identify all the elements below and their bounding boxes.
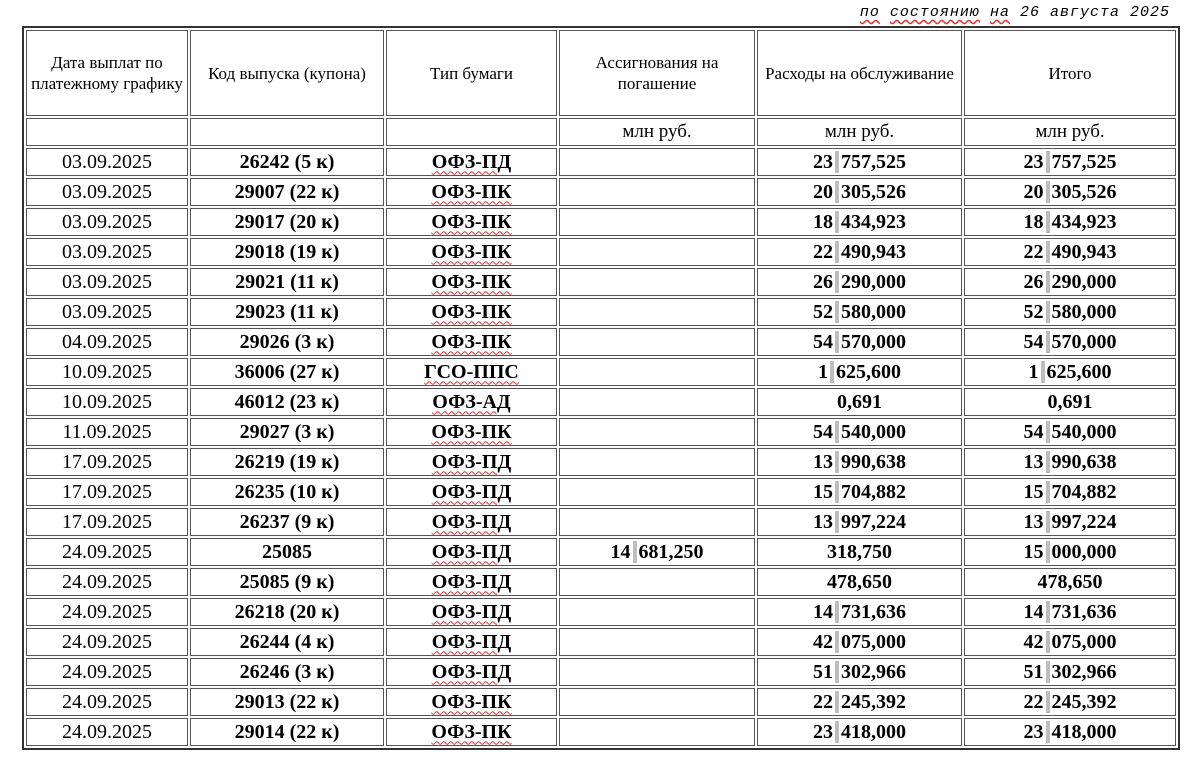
cell-redemption <box>559 478 755 506</box>
cell-type <box>386 358 557 386</box>
cell-type <box>386 328 557 356</box>
cell-date: 10.09.2025 <box>26 388 188 416</box>
cell-service-value: 42 075,000 <box>813 630 906 653</box>
cell-redemption <box>559 688 755 716</box>
header-row <box>26 30 1176 116</box>
thousands-separator-mark <box>1046 661 1050 683</box>
cell-service-value: 478,650 <box>827 570 892 593</box>
cell-date: 03.09.2025 <box>26 208 188 236</box>
cell-redemption-value: 14 681,250 <box>610 540 704 563</box>
cell-total-value: 54 540,000 <box>1023 420 1117 443</box>
table-row <box>26 538 1176 566</box>
cell-type-text: ОФЗ-ПК <box>431 270 512 293</box>
cell-total <box>964 628 1176 656</box>
cell-code: 26235 (10 к) <box>190 478 384 506</box>
thousands-separator-mark <box>1046 271 1050 293</box>
cell-type <box>386 448 557 476</box>
cell-date: 03.09.2025 <box>26 178 188 206</box>
cell-code: 25085 <box>190 538 384 566</box>
cell-type <box>386 658 557 686</box>
cell-date: 24.09.2025 <box>26 538 188 566</box>
cell-service-value: 22 245,392 <box>813 690 906 713</box>
cell-date: 11.09.2025 <box>26 418 188 446</box>
cell-service-value: 26 290,000 <box>813 270 906 293</box>
units-empty <box>190 118 384 146</box>
cell-date: 24.09.2025 <box>26 718 188 746</box>
cell-date: 04.09.2025 <box>26 328 188 356</box>
payments-table <box>22 26 1180 750</box>
thousands-separator-mark <box>1046 481 1050 503</box>
cell-service <box>757 418 962 446</box>
cell-date: 24.09.2025 <box>26 688 188 716</box>
thousands-separator-mark <box>1046 151 1050 173</box>
cell-type-text: ОФЗ-ПК <box>431 720 512 743</box>
cell-service <box>757 508 962 536</box>
as-of-word: состоянию <box>889 4 980 21</box>
cell-type <box>386 208 557 236</box>
cell-type-text: ОФЗ-ПК <box>431 420 512 443</box>
cell-type-text: ОФЗ-ПК <box>431 180 512 203</box>
cell-type-text: ОФЗ-ПД <box>431 150 512 173</box>
cell-code: 29018 (19 к) <box>190 238 384 266</box>
cell-type <box>386 418 557 446</box>
cell-type-text: ОФЗ-ПД <box>431 600 512 623</box>
thousands-separator-mark <box>1046 691 1050 713</box>
cell-type-text: ОФЗ-ПК <box>431 300 512 323</box>
cell-service-value: 54 570,000 <box>813 330 906 353</box>
cell-service <box>757 358 962 386</box>
thousands-separator-mark <box>1046 241 1050 263</box>
cell-type <box>386 268 557 296</box>
cell-total <box>964 478 1176 506</box>
table-row <box>26 448 1176 476</box>
cell-service-value: 13 997,224 <box>813 510 906 533</box>
cell-total <box>964 298 1176 326</box>
cell-total <box>964 208 1176 236</box>
cell-service <box>757 688 962 716</box>
table-row <box>26 418 1176 446</box>
cell-total <box>964 418 1176 446</box>
thousands-separator-mark <box>835 271 839 293</box>
table-row <box>26 598 1176 626</box>
cell-total <box>964 598 1176 626</box>
cell-type <box>386 718 557 746</box>
cell-total <box>964 538 1176 566</box>
cell-total <box>964 658 1176 686</box>
thousands-separator-mark <box>835 451 839 473</box>
thousands-separator-mark <box>835 181 839 203</box>
units-row <box>26 118 1176 146</box>
thousands-separator-mark <box>835 721 839 743</box>
cell-service <box>757 388 962 416</box>
cell-service <box>757 328 962 356</box>
cell-date: 03.09.2025 <box>26 238 188 266</box>
cell-total-value: 26 290,000 <box>1023 270 1117 293</box>
cell-total <box>964 508 1176 536</box>
cell-total <box>964 388 1176 416</box>
table-row <box>26 718 1176 746</box>
cell-total <box>964 328 1176 356</box>
cell-service <box>757 448 962 476</box>
cell-type-text: ОФЗ-ПД <box>431 480 512 503</box>
cell-type <box>386 568 557 596</box>
cell-service-value: 13 990,638 <box>813 450 906 473</box>
cell-code: 26242 (5 к) <box>190 148 384 176</box>
cell-date: 17.09.2025 <box>26 478 188 506</box>
cell-service <box>757 538 962 566</box>
cell-service <box>757 178 962 206</box>
thousands-separator-mark <box>835 241 839 263</box>
cell-redemption <box>559 508 755 536</box>
cell-code: 29026 (3 к) <box>190 328 384 356</box>
cell-date: 17.09.2025 <box>26 508 188 536</box>
thousands-separator-mark <box>633 541 637 563</box>
table-row <box>26 328 1176 356</box>
cell-type <box>386 628 557 656</box>
thousands-separator-mark <box>1046 331 1050 353</box>
cell-redemption <box>559 418 755 446</box>
table-row <box>26 388 1176 416</box>
cell-service-value: 23 418,000 <box>813 720 906 743</box>
table-row <box>26 268 1176 296</box>
header-service: Расходы на обслуживание <box>757 30 962 116</box>
header-date: Дата выплат по платежному графику <box>26 30 188 116</box>
thousands-separator-mark <box>835 661 839 683</box>
thousands-separator-mark <box>830 361 834 383</box>
thousands-separator-mark <box>1046 421 1050 443</box>
cell-total-value: 54 570,000 <box>1023 330 1117 353</box>
cell-type <box>386 478 557 506</box>
thousands-separator-mark <box>1046 601 1050 623</box>
cell-service <box>757 208 962 236</box>
cell-redemption <box>559 298 755 326</box>
cell-service <box>757 268 962 296</box>
cell-total <box>964 238 1176 266</box>
cell-service <box>757 718 962 746</box>
cell-type-text: ОФЗ-АД <box>432 390 511 413</box>
cell-type <box>386 178 557 206</box>
thousands-separator-mark <box>835 331 839 353</box>
thousands-separator-mark <box>835 151 839 173</box>
cell-code: 29013 (22 к) <box>190 688 384 716</box>
cell-total-value: 15 000,000 <box>1023 540 1117 563</box>
cell-type-text: ОФЗ-ПД <box>431 450 512 473</box>
cell-type-text: ОФЗ-ПД <box>431 660 512 683</box>
cell-redemption <box>559 568 755 596</box>
cell-redemption <box>559 178 755 206</box>
cell-total <box>964 268 1176 296</box>
thousands-separator-mark <box>1046 511 1050 533</box>
cell-service-value: 18 434,923 <box>813 210 906 233</box>
thousands-separator-mark <box>835 481 839 503</box>
cell-date: 24.09.2025 <box>26 568 188 596</box>
cell-type <box>386 238 557 266</box>
table-row <box>26 178 1176 206</box>
cell-service <box>757 298 962 326</box>
cell-date: 24.09.2025 <box>26 658 188 686</box>
cell-total-value: 52 580,000 <box>1023 300 1117 323</box>
table-row <box>26 208 1176 236</box>
cell-service-value: 318,750 <box>827 540 892 563</box>
table-row <box>26 568 1176 596</box>
cell-service-value: 23 757,525 <box>813 150 906 173</box>
cell-redemption <box>559 718 755 746</box>
cell-redemption <box>559 208 755 236</box>
cell-type <box>386 508 557 536</box>
as-of-mid: на <box>989 4 1010 21</box>
cell-code: 36006 (27 к) <box>190 358 384 386</box>
table-row <box>26 358 1176 386</box>
cell-redemption <box>559 448 755 476</box>
cell-code: 26244 (4 к) <box>190 628 384 656</box>
cell-service-value: 0,691 <box>837 390 882 413</box>
cell-date: 03.09.2025 <box>26 148 188 176</box>
cell-type-text: ОФЗ-ПД <box>431 540 512 563</box>
table-row <box>26 688 1176 716</box>
cell-redemption <box>559 628 755 656</box>
table-row <box>26 478 1176 506</box>
thousands-separator-mark <box>835 511 839 533</box>
cell-total-value: 23 757,525 <box>1023 150 1117 173</box>
cell-date: 03.09.2025 <box>26 268 188 296</box>
cell-type-text: ОФЗ-ПД <box>431 510 512 533</box>
cell-service-value: 51 302,966 <box>813 660 906 683</box>
cell-total <box>964 178 1176 206</box>
cell-code: 26218 (20 к) <box>190 598 384 626</box>
cell-redemption <box>559 388 755 416</box>
thousands-separator-mark <box>1046 721 1050 743</box>
as-of-date: 26 августа 2025 <box>1019 4 1170 21</box>
cell-total <box>964 358 1176 386</box>
thousands-separator-mark <box>1046 181 1050 203</box>
cell-service <box>757 478 962 506</box>
cell-total <box>964 448 1176 476</box>
cell-type <box>386 598 557 626</box>
cell-type <box>386 688 557 716</box>
table-row <box>26 508 1176 536</box>
cell-type-text: ГСО-ППС <box>424 360 519 383</box>
cell-service-value: 54 540,000 <box>813 420 906 443</box>
cell-date: 24.09.2025 <box>26 628 188 656</box>
cell-date: 03.09.2025 <box>26 298 188 326</box>
cell-type <box>386 148 557 176</box>
thousands-separator-mark <box>835 211 839 233</box>
header-total: Итого <box>964 30 1176 116</box>
cell-total-value: 1 625,600 <box>1028 360 1112 383</box>
thousands-separator-mark <box>1046 211 1050 233</box>
units-service: млн руб. <box>757 118 962 146</box>
thousands-separator-mark <box>1046 301 1050 323</box>
cell-total-value: 51 302,966 <box>1023 660 1117 683</box>
cell-service-value: 15 704,882 <box>813 480 906 503</box>
header-redemption: Ассигнования на погашение <box>559 30 755 116</box>
cell-type <box>386 298 557 326</box>
cell-service <box>757 628 962 656</box>
table-body <box>26 148 1176 746</box>
cell-type <box>386 538 557 566</box>
cell-total <box>964 148 1176 176</box>
cell-type-text: ОФЗ-ПК <box>431 240 512 263</box>
cell-service <box>757 568 962 596</box>
cell-code: 29017 (20 к) <box>190 208 384 236</box>
units-redemption: млн руб. <box>559 118 755 146</box>
cell-total <box>964 718 1176 746</box>
thousands-separator-mark <box>1046 541 1050 563</box>
cell-redemption <box>559 538 755 566</box>
cell-total-value: 22 490,943 <box>1023 240 1117 263</box>
cell-redemption <box>559 268 755 296</box>
as-of-prefix: по <box>859 4 880 21</box>
cell-service-value: 22 490,943 <box>813 240 906 263</box>
table-row <box>26 238 1176 266</box>
cell-total <box>964 568 1176 596</box>
thousands-separator-mark <box>835 421 839 443</box>
cell-redemption <box>559 658 755 686</box>
cell-type-text: ОФЗ-ПК <box>431 210 512 233</box>
cell-redemption <box>559 328 755 356</box>
cell-service-value: 20 305,526 <box>813 180 906 203</box>
cell-type-text: ОФЗ-ПК <box>431 690 512 713</box>
cell-redemption <box>559 358 755 386</box>
cell-type-text: ОФЗ-ПД <box>431 570 512 593</box>
cell-code: 29023 (11 к) <box>190 298 384 326</box>
cell-redemption <box>559 148 755 176</box>
cell-code: 29014 (22 к) <box>190 718 384 746</box>
header-type: Тип бумаги <box>386 30 557 116</box>
cell-code: 26237 (9 к) <box>190 508 384 536</box>
cell-total-value: 23 418,000 <box>1023 720 1117 743</box>
cell-code: 46012 (23 к) <box>190 388 384 416</box>
table-row <box>26 298 1176 326</box>
cell-redemption <box>559 598 755 626</box>
cell-date: 24.09.2025 <box>26 598 188 626</box>
cell-code: 29027 (3 к) <box>190 418 384 446</box>
cell-date: 10.09.2025 <box>26 358 188 386</box>
thousands-separator-mark <box>1046 451 1050 473</box>
cell-service-value: 1 625,600 <box>818 360 901 383</box>
cell-total-value: 0,691 <box>1047 390 1093 413</box>
cell-total-value: 15 704,882 <box>1023 480 1117 503</box>
cell-date: 17.09.2025 <box>26 448 188 476</box>
cell-type <box>386 388 557 416</box>
cell-service <box>757 658 962 686</box>
thousands-separator-mark <box>835 691 839 713</box>
cell-total-value: 42 075,000 <box>1023 630 1117 653</box>
cell-service-value: 52 580,000 <box>813 300 906 323</box>
cell-service <box>757 238 962 266</box>
cell-code: 26219 (19 к) <box>190 448 384 476</box>
header-code: Код выпуска (купона) <box>190 30 384 116</box>
thousands-separator-mark <box>835 631 839 653</box>
units-total: млн руб. <box>964 118 1176 146</box>
cell-code: 25085 (9 к) <box>190 568 384 596</box>
cell-code: 29021 (11 к) <box>190 268 384 296</box>
table-row <box>26 658 1176 686</box>
cell-total-value: 13 997,224 <box>1023 510 1117 533</box>
cell-total-value: 478,650 <box>1037 570 1103 593</box>
table-row <box>26 148 1176 176</box>
units-empty <box>26 118 188 146</box>
cell-service <box>757 598 962 626</box>
cell-redemption <box>559 238 755 266</box>
thousands-separator-mark <box>1041 361 1045 383</box>
cell-code: 29007 (22 к) <box>190 178 384 206</box>
cell-total-value: 20 305,526 <box>1023 180 1117 203</box>
cell-type-text: ОФЗ-ПД <box>431 630 512 653</box>
thousands-separator-mark <box>1046 631 1050 653</box>
cell-total-value: 14 731,636 <box>1023 600 1117 623</box>
cell-service <box>757 148 962 176</box>
cell-total <box>964 688 1176 716</box>
cell-type-text: ОФЗ-ПК <box>431 330 512 353</box>
cell-total-value: 13 990,638 <box>1023 450 1117 473</box>
cell-total-value: 22 245,392 <box>1023 690 1117 713</box>
cell-total-value: 18 434,923 <box>1023 210 1117 233</box>
table-row <box>26 628 1176 656</box>
thousands-separator-mark <box>835 301 839 323</box>
as-of-caption <box>860 4 1170 21</box>
thousands-separator-mark <box>835 601 839 623</box>
units-empty <box>386 118 557 146</box>
cell-code: 26246 (3 к) <box>190 658 384 686</box>
cell-service-value: 14 731,636 <box>813 600 906 623</box>
